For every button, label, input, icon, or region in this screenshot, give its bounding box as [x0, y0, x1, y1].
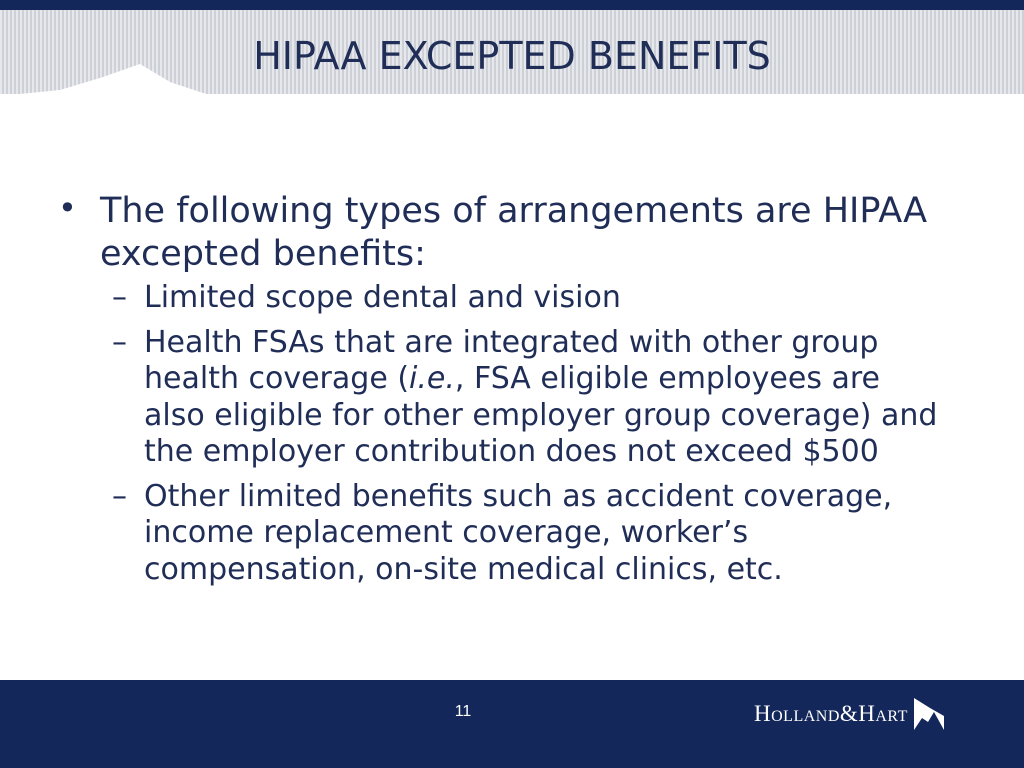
sub-bullet	[58, 479, 944, 589]
top-navy-strip	[0, 0, 1024, 10]
sub-bullet-italic: i.e.	[409, 361, 455, 396]
sub-bullet-text-end: , FSA eligible employees are also eligible for other employer group coverage) and the employer contribution does not exceed $500	[144, 361, 938, 469]
sub-bullet-list	[58, 280, 958, 588]
bullet-dot-icon: •	[58, 189, 77, 227]
logo-text: Holland&Hart	[754, 701, 908, 726]
holland-hart-logo	[754, 694, 946, 734]
sub-bullet	[58, 325, 944, 471]
mountain-flag-logo-icon	[912, 696, 946, 732]
dash-marker-icon: –	[112, 280, 127, 315]
sub-bullet	[58, 280, 944, 317]
slide-content	[58, 190, 958, 596]
dash-marker-icon: –	[112, 324, 127, 360]
sub-bullet-text-start: Health FSAs that are integrated with other group health coverage (	[144, 324, 879, 396]
page-number: 11	[454, 703, 472, 720]
slide-title: HIPAA EXCEPTED BENEFITS	[253, 34, 771, 78]
dash-marker-icon: –	[112, 478, 127, 514]
footer-bar	[0, 680, 1024, 768]
sub-bullet-text: Limited scope dental and vision	[144, 280, 621, 315]
main-bullet-text: The following types of arrangements are HIPAA excepted benefits:	[100, 191, 928, 274]
main-bullet	[58, 190, 958, 276]
sub-bullet-text: Other limited benefits such as accident coverage, income replacement coverage, worker’s compensation, on-site medical clinics, etc.	[144, 478, 893, 587]
